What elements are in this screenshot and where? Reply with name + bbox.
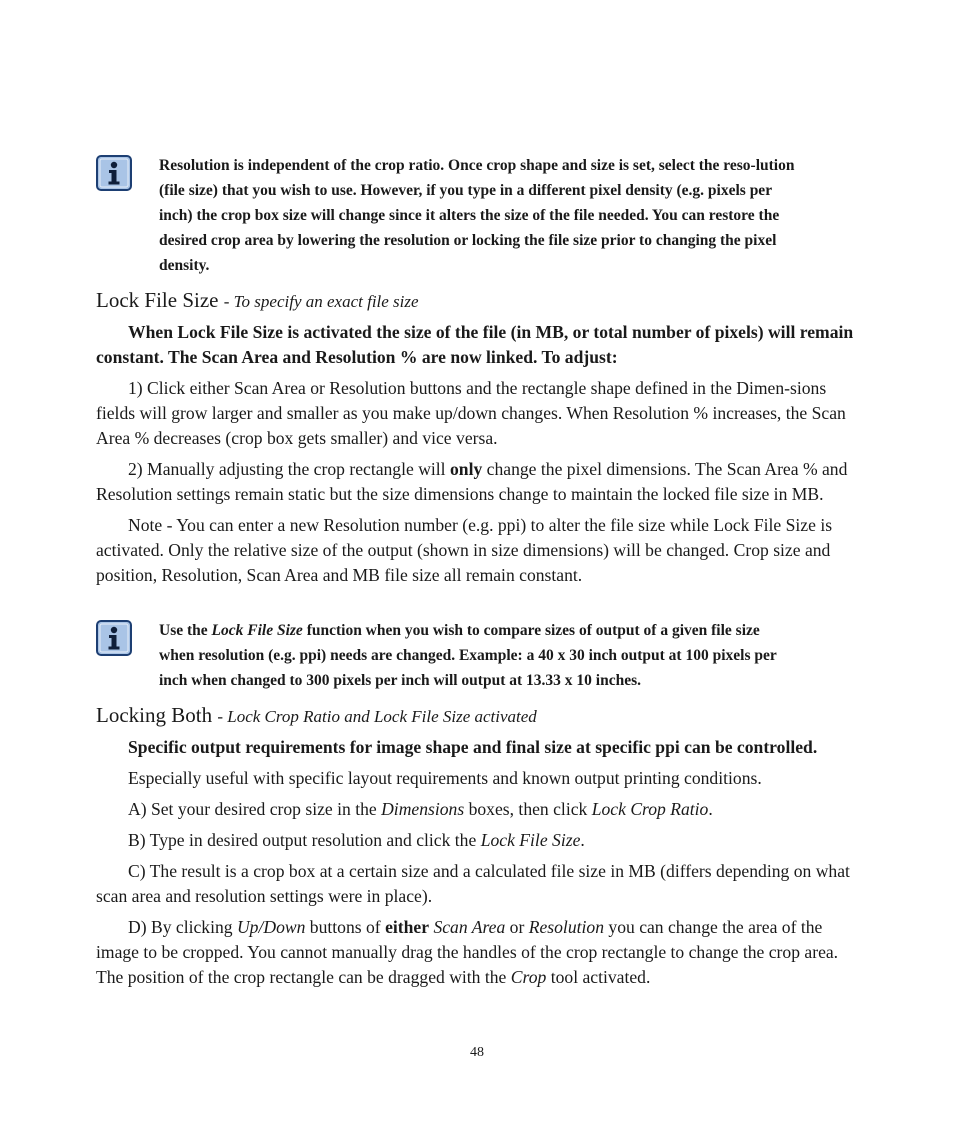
note-text: Resolution is independent of the crop ratio. Once crop shape and size is set, select the reso-lution (file size) that you wish to use. However, if you type in a different pixel density (e.g. pixels per inch) the crop box size will change since it alters the size of the file needed. You can restore the desired crop area by lowering the resolution or locking the file size prior to changing the pixel density. [159, 157, 795, 274]
section-heading-lock-file-size [96, 288, 419, 313]
heading-title: Lock File Size [96, 288, 219, 312]
text-run: . [708, 799, 713, 819]
text-run: A) Set your desired crop size in the [128, 799, 382, 819]
text-run: B) Type in desired output resolution and click the [128, 830, 481, 850]
step-c-paragraph: C) The result is a crop box at a certain size and a calculated file size in MB (differs depending on what scan area and resolution settings were in place). [96, 861, 850, 906]
emphasis-lock-file-size: Lock File Size [211, 622, 303, 639]
emphasis-resolution: Resolution [528, 917, 604, 937]
emphasis-either: either [385, 917, 430, 937]
emphasis-lock-file-size: Lock File Size [480, 830, 581, 850]
emphasis-only: only [449, 459, 483, 479]
text-run: you can change the area of the image to be cropped. You cannot manually drag the handles of the crop rectangle to change the crop area. The position of the crop rectangle can be dragged with the [96, 917, 839, 987]
lock-file-size-body [96, 320, 860, 594]
emphasis-up-down: Up/Down [236, 917, 306, 937]
useful-paragraph: Especially useful with specific layout requirements and known output printing conditions. [128, 768, 762, 788]
text-run: boxes, then click [464, 799, 592, 819]
emphasis-dimensions: Dimensions [381, 799, 465, 819]
note-text [159, 618, 796, 693]
text-run: Use the [159, 622, 212, 639]
info-note-resolution [96, 153, 796, 278]
intro-paragraph: When Lock File Size is activated the size of the file (in MB, or total number of pixels) will remain constant. The Scan Area and Resolution % are now linked. To adjust: [96, 322, 854, 367]
emphasis-lock-crop-ratio: Lock Crop Ratio [591, 799, 709, 819]
section-heading-locking-both [96, 703, 537, 728]
page-number: 48 [470, 1045, 484, 1060]
step-a-paragraph [96, 797, 860, 822]
text-run: or [505, 917, 529, 937]
text-run: buttons of [305, 917, 386, 937]
step-2-paragraph [96, 457, 860, 507]
text-run: function when you wish to compare sizes of output of a given file size when resolution (e.g. ppi) needs are changed. Example: a 40 x 30 inch output at 100 pixels per inch when changed to 300 pixels per inch will output at 13.33 x 10 inches. [159, 622, 777, 689]
heading-subtitle: - Lock Crop Ratio and Lock File Size activated [217, 707, 537, 726]
step-d-paragraph [96, 915, 860, 990]
text-run: 2) Manually adjusting the crop rectangle will [128, 459, 450, 479]
text-run: . [580, 830, 585, 850]
info-note-compare-sizes [96, 618, 796, 693]
text-run: D) By clicking [128, 917, 237, 937]
emphasis-scan-area: Scan Area [433, 917, 506, 937]
locking-both-body [96, 735, 860, 996]
info-icon [96, 155, 132, 191]
heading-title: Locking Both [96, 703, 213, 727]
intro-paragraph: Specific output requirements for image shape and final size at specific ppi can be controlled. [128, 737, 818, 757]
emphasis-crop: Crop [510, 967, 547, 987]
note-paragraph: Note - You can enter a new Resolution number (e.g. ppi) to alter the file size while Lock File Size is activated. Only the relative size of the output (shown in size dimensions) will be changed. Crop size and position, Resolution, Scan Area and MB file size all remain constant. [96, 515, 833, 585]
step-b-paragraph [96, 828, 860, 853]
info-icon [96, 620, 132, 656]
text-run: change the pixel dimensions. The Scan Area % and Resolution settings remain static but the size dimensions change to maintain the locked file size in MB. [96, 459, 848, 504]
step-1-paragraph: 1) Click either Scan Area or Resolution buttons and the rectangle shape defined in the Dimen-sions fields will grow larger and smaller as you make up/down changes. When Resolution % increases, the Scan Area % decreases (crop box gets smaller) and vice versa. [96, 378, 846, 448]
heading-subtitle: - To specify an exact file size [223, 292, 419, 311]
text-run: tool activated. [546, 967, 651, 987]
